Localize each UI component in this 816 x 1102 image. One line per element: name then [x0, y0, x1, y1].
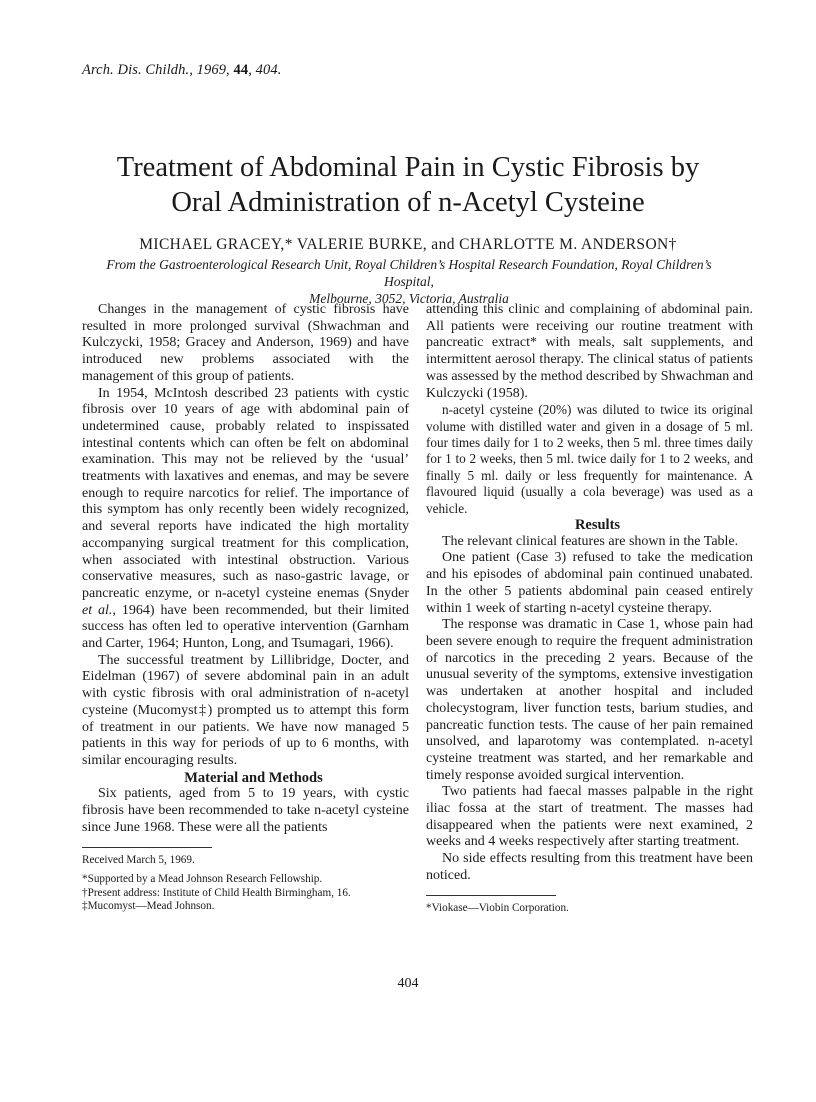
results-paragraph-4: Two patients had faecal masses palpable in the right iliac fossa at the start of treatment. The masses had disappeared when the patients were next examined, 2 weeks and 4 weeks respectively after starting treatment.: [426, 784, 753, 850]
intro-paragraph-1: Changes in the management of cystic fibrosis have resulted in more prolonged survival (Shwachman and Kulczycki, 1958; Gracey and Anderson, 1969) and have introduced new problems associated with the management of this group of patients.: [82, 302, 409, 384]
et-al-italic: et al.: [82, 602, 113, 618]
affiliation-line-1: From the Gastroenterological Research Unit, Royal Children’s Hospital Research Foundation, Royal Children’s Hospital,: [106, 257, 712, 289]
received-date: Received March 5, 1969.: [82, 853, 195, 866]
journal-reference: [82, 62, 281, 79]
results-paragraph-3: The response was dramatic in Case 1, whose pain had been severe enough to require the frequent administration of narcotics in the preceding 2 years. Because of the unusual severity of the symptoms, extensive investigation was undertaken at another hospital and included cholecystogram, liver function tests, barium studies, and pancreatic function tests. The cause of her pain remained unsolved, and laparotomy was contemplated. n-acetyl cysteine treatment was started, and her remarkable and timely response avoided surgical intervention.: [426, 617, 753, 783]
journal-name: Arch. Dis. Childh.: [82, 62, 190, 78]
affiliation-line-2: Melbourne, 3052, Victoria, Australia: [309, 291, 509, 306]
intro-paragraph-2-text-b: , 1964) have been recommended, but their limited success has often led to operative intervention (Garnham and Carter, 1964; Hunton, Long, and Tsumagari, 1966).: [82, 602, 409, 652]
footnote-divider: [82, 847, 212, 848]
footnote-support: *Supported by a Mead Johnson Research Fellowship.: [82, 873, 323, 886]
intro-paragraph-3: The successful treatment by Lillibridge, Docter, and Eidelman (1967) of severe abdominal pain in an adult with cystic fibrosis with oral administration of n-acetyl cysteine (Mucomyst‡) prompted us to attempt this form of treatment in our patients. We have now managed 5 patients in this way for periods of up to 6 months, with similar encouraging results.: [82, 652, 409, 768]
right-column: [426, 302, 753, 915]
methods-paragraph-1: Six patients, aged from 5 to 19 years, with cystic fibrosis have been recommended to take n-acetyl cysteine since June 1968. These were all the patients: [82, 786, 409, 835]
journal-volume: 44: [233, 62, 249, 78]
title-line-1: Treatment of Abdominal Pain in Cystic Fibrosis by: [116, 152, 700, 183]
title-line-2: Oral Administration of n-Acetyl Cysteine: [171, 187, 645, 218]
journal-year: , 1969,: [189, 62, 230, 78]
results-heading: Results: [574, 517, 621, 534]
article-title: [40, 150, 776, 220]
results-paragraph-5: No side effects resulting from this treatment have been noticed.: [426, 851, 753, 883]
footnote-divider-right: [426, 895, 556, 896]
methods-heading: Material and Methods: [184, 769, 323, 786]
results-paragraph-2: One patient (Case 3) refused to take the medication and his episodes of abdominal pain continued unabated. In the other 5 patients abdominal pain ceased entirely within 1 week of starting n-acetyl cysteine therapy.: [426, 550, 753, 616]
footnote-present-address: †Present address: Institute of Child Health Birmingham, 16.: [82, 886, 351, 899]
methods-paragraph-1-cont: attending this clinic and complaining of abdominal pain. All patients were receiving our routine treatment with pancreatic extract* with meals, salt supplements, and intermittent aerosol therapy. The clinical status of patients was assessed by the method described by Shwachman and Kulczycki (1958).: [426, 302, 753, 401]
methods-paragraph-2: n-acetyl cysteine (20%) was diluted to twice its original volume with distilled water and given in a dosage of 5 ml. four times daily for 1 to 2 weeks, then 5 ml. three times daily for 1 to 2 weeks, then 5 ml. twice daily for 1 to 2 weeks, and finally 5 ml. daily or less frequently for maintenance. A flavoured liquid (usually a cola beverage) was used as a vehicle.: [426, 402, 753, 516]
affiliation: [82, 256, 736, 307]
page-number: 404: [397, 976, 419, 991]
results-paragraph-1: The relevant clinical features are shown in the Table.: [442, 533, 739, 549]
intro-paragraph-2-text-a: In 1954, McIntosh described 23 patients with cystic fibrosis over 10 years of age with abdominal pain of undetermined cause, probably related to inspissated intestinal contents which can often be felt on abdominal examination. This may not be relieved by the ‘usual’ treatments with laxatives and enemas, and may be severe enough to require narcotics for relief. The importance of this symptom has only recently been widely recognized, and several reports have indicated the high mortality accompanying surgical treatment for this complication, when associated with intestinal obstruction. Various conservative measures, such as naso-gastric lavage, or pancreatic enzyme, or n-acetyl cysteine enemas (Snyder: [82, 385, 409, 601]
left-column: [82, 302, 409, 914]
journal-page: , 404.: [248, 62, 282, 78]
footnote-viokase: *Viokase—Viobin Corporation.: [426, 901, 569, 914]
intro-paragraph-2: [82, 386, 409, 653]
author-list: MICHAEL GRACEY,* VALERIE BURKE, and CHARLOTTE M. ANDERSON†: [139, 236, 677, 253]
footnote-mucomyst: ‡Mucomyst—Mead Johnson.: [82, 900, 215, 913]
